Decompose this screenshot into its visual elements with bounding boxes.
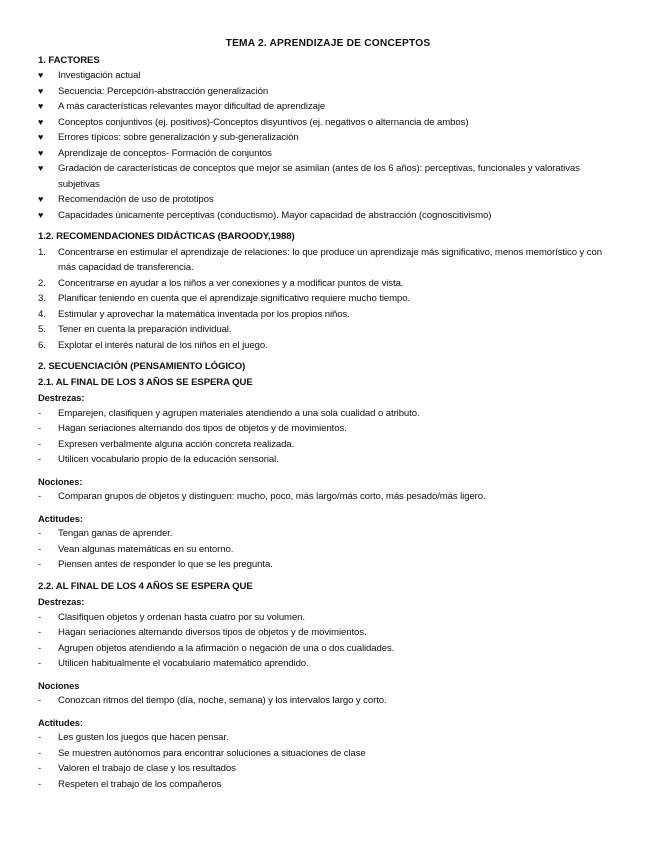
list-item: 1. Concentrarse en estimular el aprendizaje de relaciones: lo que produce un aprendizaje más significativo, menos memorístico y con más capacidad de transferencia. [38,246,602,273]
heart-bullet-icon: ♥ [38,116,44,127]
actitudes-label: Actitudes: [38,716,83,728]
dash-bullet: - [38,491,42,502]
dash-bullet: - [38,528,42,539]
dash-bullet: - [38,778,42,790]
list-item: - Se muestren autónomos para encontrar soluciones a situaciones de clase [38,746,618,762]
list-number: 3. [38,293,46,304]
list-item: ♥ Gradación de características de conceptos que mejor se asimilan (antes de los 6 años): perceptivas, funcionales y valorativas subjetivas [38,163,580,190]
list-number: 2. [38,277,46,289]
actitudes-3-list [38,526,618,573]
list-item: - Utilicen habitualmente el vocabulario matemático aprendido. [38,656,618,672]
dash-bullet: - [38,559,42,570]
list-item: 3. Planificar teniendo en cuenta que el aprendizaje significativo requiere mucho tiempo. [38,291,618,307]
dash-bullet: - [38,695,42,706]
list-item: - Les gusten los juegos que hacen pensar. [38,730,618,746]
dash-bullet: - [38,627,42,638]
dash-bullet: - [38,611,42,623]
destrezas-3-list [38,406,618,468]
list-item: ♥ Investigación actual [38,68,618,84]
list-item: - Comparan grupos de objetos y distinguen: mucho, poco, más largo/más corto, más pesado/más ligero. [38,489,618,505]
list-item: - Emparejen, clasifiquen y agrupen materiales atendiendo a una sola cualidad o atributo. [38,406,618,422]
list-item: 4. Estimular y aprovechar la matemática inventada por los propios niños. [38,307,618,323]
list-item: - Utilicen vocabulario propio de la educación sensorial. [38,452,618,468]
dash-bullet: - [38,642,42,654]
dash-bullet: - [38,658,42,669]
heart-bullet-icon: ♥ [38,70,44,80]
heart-bullet-icon: ♥ [38,209,44,220]
factores-list [38,68,618,223]
heart-bullet-icon: ♥ [38,194,44,204]
recomendaciones-list [38,245,618,354]
list-item: - Valoren el trabajo de clase y los resultados [38,761,618,777]
list-item: ♥ Secuencia: Percepción-abstracción generalización [38,84,618,100]
section-heading-secuenciacion: 2. SECUENCIACIÓN (PENSAMIENTO LÓGICO) [38,361,246,372]
list-item: - Hagan seriaciones alternando diversos tipos de objetos y de movimientos. [38,625,618,641]
dash-bullet: - [38,732,42,743]
list-number: 6. [38,339,46,351]
list-item: - Vean algunas matemáticas en su entorno. [38,542,618,558]
nociones-3-list [38,489,618,505]
dash-bullet: - [38,763,42,774]
list-item: ♥ Recomendación de uso de prototipos [38,192,618,208]
list-number: 4. [38,308,46,320]
heart-bullet-icon: ♥ [38,132,44,142]
section-heading-recomendaciones: 1.2. RECOMENDACIONES DIDÁCTICAS (BAROODY,1988) [38,231,295,242]
list-item: ♥ Capacidades únicamente perceptivas (conductismo). Mayor capacidad de abstracción (cognoscitivismo) [38,208,618,224]
list-item: - Tengan ganas de aprender. [38,526,618,542]
dash-bullet: - [38,454,42,465]
document-title: TEMA 2. APRENDIZAJE DE CONCEPTOS [225,38,431,49]
actitudes-4-list [38,730,618,792]
list-item: - Respeten el trabajo de los compañeros [38,777,618,793]
heart-bullet-icon: ♥ [38,101,44,111]
heart-bullet-icon: ♥ [38,163,44,173]
list-number: 5. [38,324,46,335]
nociones-label: Nociones [38,679,80,691]
list-item: ♥ A más características relevantes mayor dificultad de aprendizaje [38,99,618,115]
actitudes-label: Actitudes: [38,512,83,524]
heart-bullet-icon: ♥ [38,147,44,158]
list-number: 1. [38,246,46,258]
destrezas-label: Destrezas: [38,596,85,607]
list-item: ♥ Errores típicos: sobre generalización y sub-generalización [38,130,618,146]
destrezas-label: Destrezas: [38,392,85,403]
list-item: 6. Explotar el interés natural de los niños en el juego. [38,338,618,354]
list-item: ♥ Conceptos conjuntivos (ej. positivos)-Conceptos disyuntivos (ej. negativos o alternancia de ambos) [38,115,618,131]
list-item: - Expresen verbalmente alguna acción concreta realizada. [38,437,618,453]
dash-bullet: - [38,543,42,555]
list-item: - Clasifiquen objetos y ordenan hasta cuatro por su volumen. [38,610,618,626]
section-heading-factores: 1. FACTORES [38,54,100,66]
list-item: - Piensen antes de responder lo que se les pregunta. [38,557,618,573]
heart-bullet-icon: ♥ [38,85,44,96]
list-item: ♥ Aprendizaje de conceptos- Formación de conjuntos [38,146,618,162]
dash-bullet: - [38,407,42,419]
document-page [38,36,618,792]
nociones-4-list [38,693,618,709]
subsection-heading-4-anos: 2.2. AL FINAL DE LOS 4 AÑOS SE ESPERA QUE [38,580,253,592]
list-item: - Conozcan ritmos del tiempo (día, noche, semana) y los intervalos largo y corto. [38,693,618,709]
destrezas-4-list [38,610,618,672]
list-item: - Agrupen objetos atendiendo a la afirmación o negación de una o dos cualidades. [38,641,618,657]
list-item: - Hagan seriaciones alternando dos tipos de objetos y de movimientos. [38,421,618,437]
list-item: 2. Concentrarse en ayudar a los niños a ver conexiones y a modificar puntos de vista. [38,276,618,292]
dash-bullet: - [38,438,42,450]
dash-bullet: - [38,747,42,759]
list-item: 5. Tener en cuenta la preparación individual. [38,322,618,338]
subsection-heading-3-anos: 2.1. AL FINAL DE LOS 3 AÑOS SE ESPERA QUE [38,376,253,388]
nociones-label: Nociones: [38,475,83,487]
dash-bullet: - [38,423,42,434]
